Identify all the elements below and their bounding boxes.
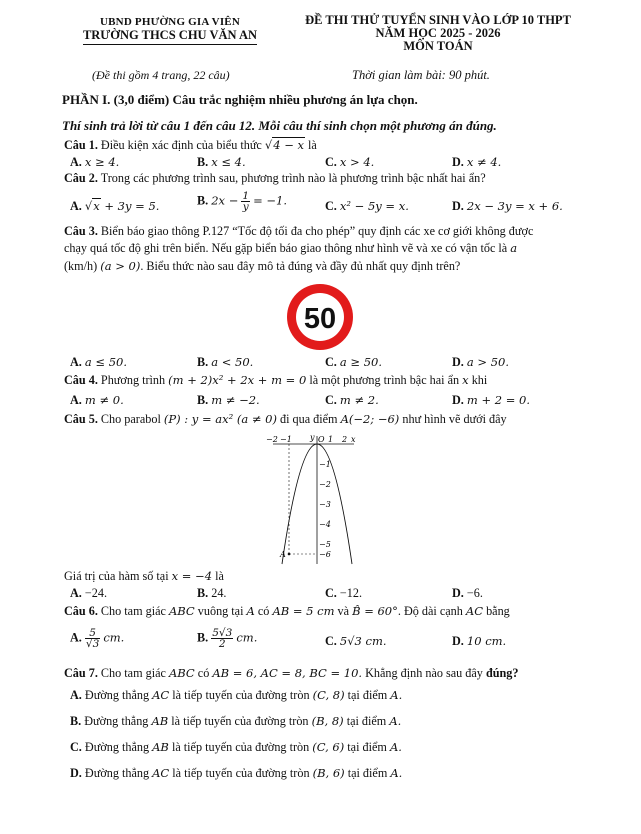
q4-option-b[interactable]: B. m ≠ −2. [197,393,260,407]
parabola-graph [258,432,358,567]
y-tick: −5 [319,540,331,549]
question-tail: là [308,138,317,152]
q2-option-b[interactable]: B. 2x − $\frac{1}{y}$ = −1. [197,190,288,213]
q7-option-b[interactable]: B. Đường thẳng AB là tiếp tuyến của đường tròn (B, 8) tại điểm A. [70,714,402,728]
x-tick: −1 [280,435,292,444]
time-note: Thời gian làm bài: 90 phút. [352,68,490,82]
question-5-ask: Giá trị của hàm số tại x = −4 là [64,569,224,583]
y-tick: −1 [319,460,331,469]
q3-option-d[interactable]: D. a > 50. [452,355,509,369]
part1-instruction: Thí sinh trả lời từ câu 1 đến câu 12. Mỗi câu thí sinh chọn một phương án đúng. [62,118,497,133]
q6-option-a[interactable]: A. $\frac{5}{√3}$ cm. [70,627,125,650]
department-name: UBND PHƯỜNG GIA VIÊN [100,16,240,28]
y-axis-label: y [310,433,315,442]
x-tick: −2 [266,435,278,444]
question-6: Câu 6. Cho tam giác ABC vuông tại A có AB = 5 cm và B̂ = 60°. Độ dài cạnh AC bằng [64,604,510,618]
sign-number: 50 [303,303,337,335]
q4-option-d[interactable]: D. m + 2 = 0. [452,393,530,407]
y-tick: −4 [319,520,331,529]
question-label: Câu 6. [64,604,98,618]
exam-title: ĐỀ THI THỬ TUYỂN SINH VÀO LỚP 10 THPT [305,13,571,27]
header-right [288,14,588,53]
school-name: TRƯỜNG THCS CHU VĂN AN [83,28,257,45]
school-year: NĂM HỌC 2025 - 2026 [375,26,501,40]
q4-option-a[interactable]: A. m ≠ 0. [70,393,124,407]
part1-title: PHẦN I. (3,0 điểm) Câu trắc nghiệm nhiều phương án lựa chọn. [62,92,418,107]
question-text: Trong các phương trình sau, phương trình nào là phương trình bậc nhất hai ẩn? [100,171,486,185]
question-label: Câu 2. [64,171,98,185]
question-text: Điều kiện xác định của biểu thức [100,138,262,152]
question-7: Câu 7. Cho tam giác ABC có AB = 6, AC = 8, BC = 10. Khẳng định nào sau đây đúng? [64,666,519,680]
x-tick: 2 [342,435,348,444]
q7-option-c[interactable]: C. Đường thẳng AB là tiếp tuyến của đường tròn (C, 6) tại điểm A. [70,740,402,754]
pages-note: (Đề thi gồm 4 trang, 22 câu) [92,68,230,82]
q5-option-a[interactable]: A. −24. [70,586,108,600]
question-1: Câu 1. Điều kiện xác định của biểu thức √4 − x là [64,138,317,152]
y-tick: −6 [319,550,331,559]
q5-option-d[interactable]: D. −6. [452,586,483,600]
question-3-line3: (km/h) (a > 0). Biểu thức nào sau đây mô tả đúng và đầy đủ nhất quy định trên? [64,259,461,273]
question-5: Câu 5. Cho parabol (P) : y = ax² (a ≠ 0) đi qua điểm A(−2; −6) như hình vẽ dưới đây [64,412,507,426]
question-4: Câu 4. Phương trình (m + 2)x² + 2x + m = 0 là một phương trình bậc hai ẩn x khi [64,373,488,387]
q4-option-c[interactable]: C. m ≠ 2. [325,393,379,407]
subject-name: MÔN TOÁN [403,39,473,53]
y-tick: −2 [319,480,331,489]
question-label: Câu 7. [64,666,98,680]
question-2 [64,171,486,186]
header-left [60,16,280,45]
q7-option-a[interactable]: A. Đường thẳng AC là tiếp tuyến của đường tròn (C, 8) tại điểm A. [70,688,403,702]
question-label: Câu 4. [64,373,98,387]
q1-option-c[interactable]: C. x > 4. [325,155,375,169]
q6-option-d[interactable]: D. 10 cm. [452,634,507,648]
x-tick: 1 [328,435,334,444]
y-tick: −3 [319,500,331,509]
point-a-label: A [280,550,286,559]
origin-label: O [318,435,325,444]
q7-option-d[interactable]: D. Đường thẳng AC là tiếp tuyến của đường tròn (B, 6) tại điểm A. [70,766,403,780]
question-3-line1: Câu 3. Biển báo giao thông P.127 “Tốc độ tối đa cho phép” quy định các xe cơ giới không được [64,224,534,238]
x-axis-label: x [351,435,356,444]
question-label: Câu 3. [64,224,98,238]
q2-option-a[interactable]: A. √x + 3y = 5. [70,199,160,213]
q1-option-b[interactable]: B. x ≤ 4. [197,155,246,169]
point-a [288,553,291,556]
question-label: Câu 5. [64,412,98,426]
q3-option-a[interactable]: A. a ≤ 50. [70,355,127,369]
q5-option-b[interactable]: B. 24. [197,586,227,600]
q6-option-c[interactable]: C. 5√3 cm. [325,634,387,648]
q1-option-a[interactable]: A. x ≥ 4. [70,155,120,169]
question-label: Câu 1. [64,138,98,152]
q3-option-b[interactable]: B. a < 50. [197,355,254,369]
radicand: 4 − x [273,138,304,152]
speed-limit-sign [285,282,355,352]
q6-option-b[interactable]: B. $\frac{5√3}{2}$ cm. [197,627,258,650]
question-3-line2: chạy quá tốc độ ghi trên biển. Nếu gặp biển báo giao thông như hình vẽ và xe có vận tốc là a [64,241,518,255]
q3-option-c[interactable]: C. a ≥ 50. [325,355,382,369]
q1-option-d[interactable]: D. x ≠ 4. [452,155,502,169]
q2-option-d[interactable]: D. 2x − 3y = x + 6. [452,199,563,213]
q5-option-c[interactable]: C. −12. [325,586,363,600]
q2-option-c[interactable]: C. x² − 5y = x. [325,199,409,213]
